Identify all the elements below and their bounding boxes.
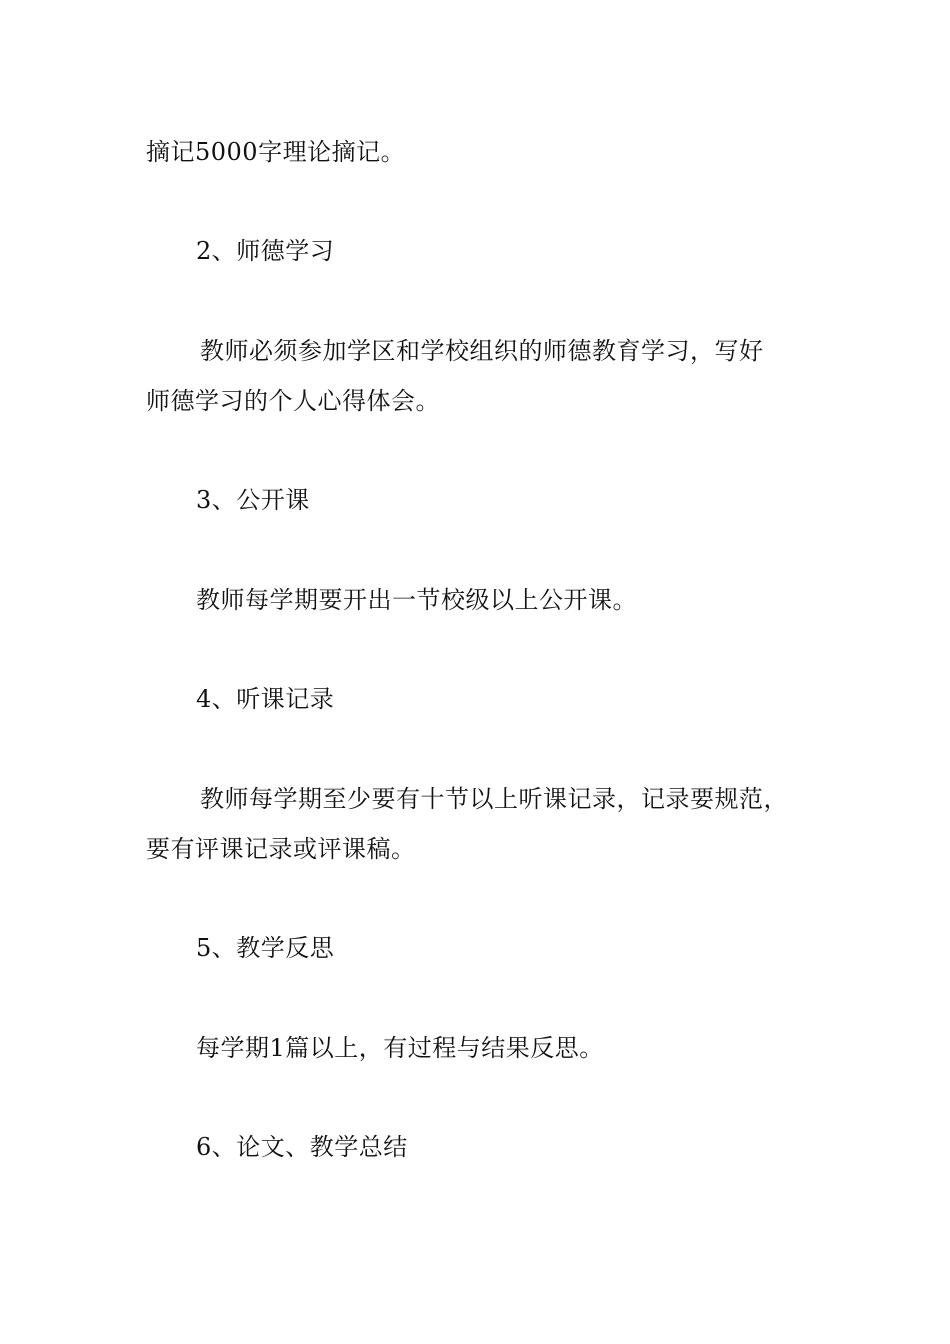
- section-heading: 2、师德学习: [196, 237, 335, 265]
- paragraph-text: 教师每学期要开出一节校级以上公开课。: [196, 586, 637, 614]
- paragraph-text: 教师必须参加学区和学校组织的师德教育学习，写好: [200, 337, 764, 365]
- paragraph-text: 师德学习的个人心得体会。: [146, 387, 440, 415]
- paragraph-text: 每学期1篇以上，有过程与结果反思。: [196, 1034, 604, 1062]
- section-heading: 3、公开课: [196, 486, 310, 514]
- section-heading: 6、论文、教学总结: [196, 1133, 408, 1161]
- paragraph-text: 摘记5000字理论摘记。: [146, 138, 406, 166]
- section-heading: 5、教学反思: [196, 934, 335, 962]
- paragraph-text: 教师每学期至少要有十节以上听课记录，记录要规范，: [200, 785, 788, 813]
- paragraph-text: 要有评课记录或评课稿。: [146, 835, 416, 863]
- section-heading: 4、听课记录: [196, 685, 335, 713]
